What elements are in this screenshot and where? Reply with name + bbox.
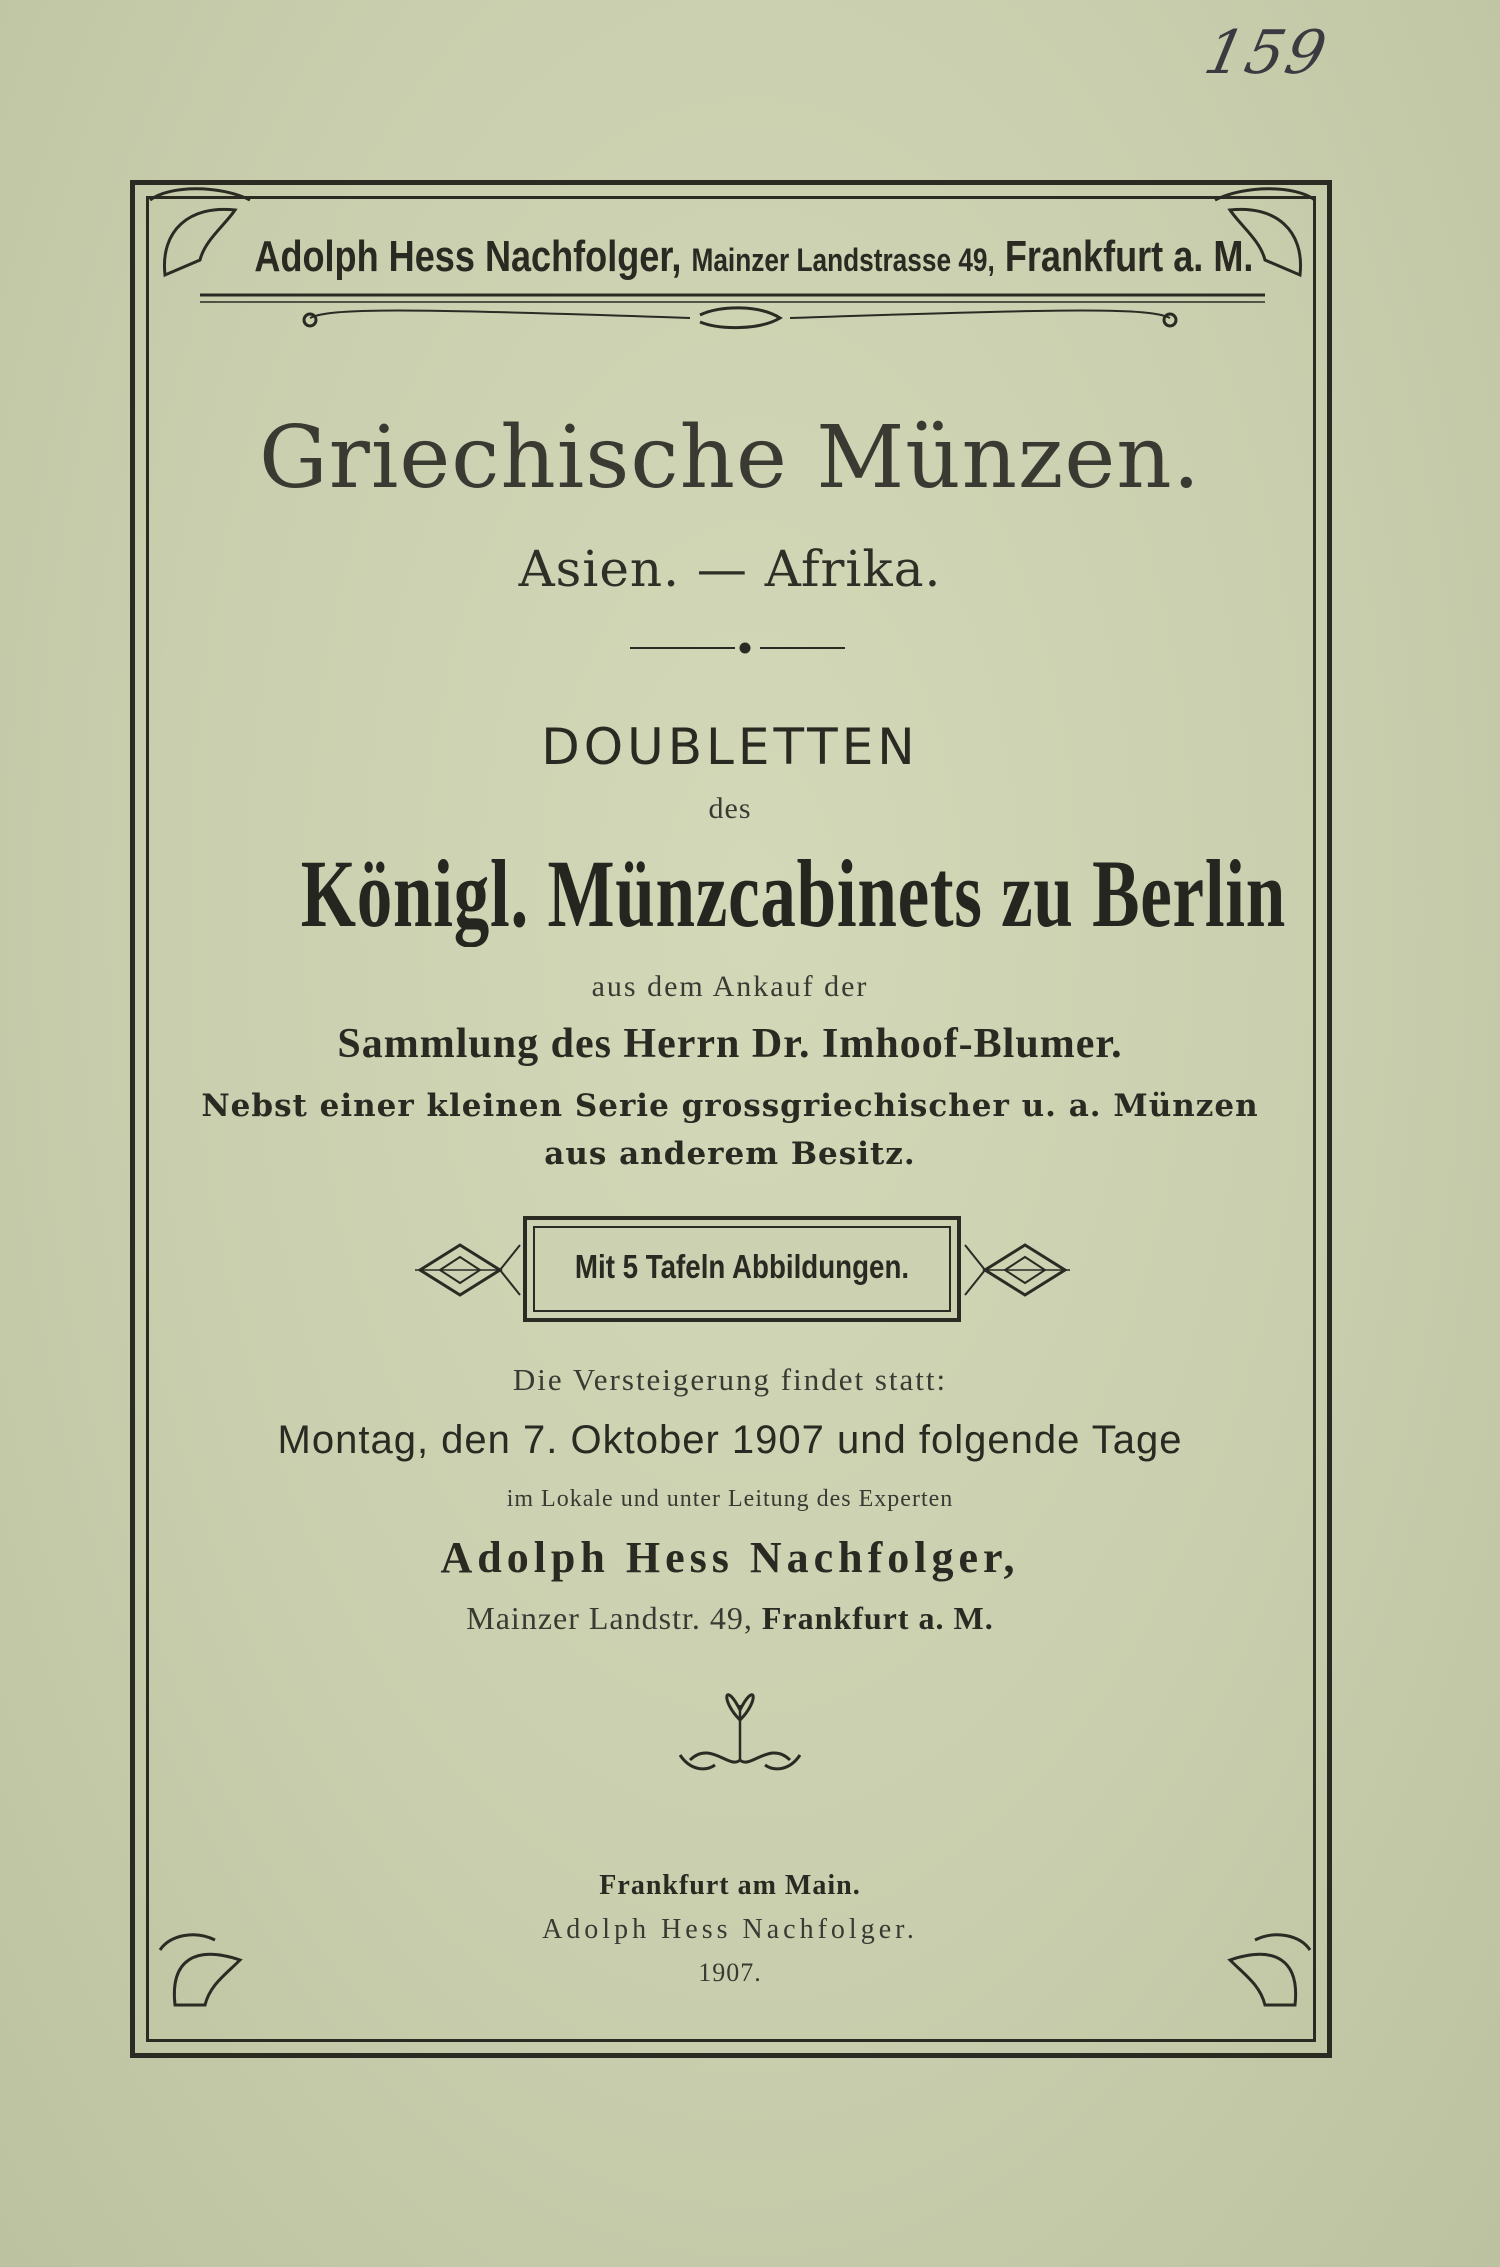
catalogue-title: Griechische Münzen. [259,408,1201,508]
corner-curl-top-right [1215,189,1315,200]
imprint-year: 1907. [698,1958,762,1987]
expert-address: Mainzer Landstr. 49, [466,1600,753,1636]
header-publisher: Adolph Hess Nachfolger, [254,232,682,281]
header-center-scroll [700,308,780,328]
institution-name: Königl. Münzcabinets zu Berlin [300,840,1287,947]
plates-box [523,1216,961,1322]
imprint-publisher: Adolph Hess Nachfolger. [542,1914,918,1945]
header-address: Mainzer Landstrasse 49, [691,242,995,278]
doubletten-heading: DOUBLETTEN [541,718,919,776]
expert-name: Adolph Hess Nachfolger, [440,1533,1020,1582]
ankauf-text: aus dem Ankauf der [591,970,869,1003]
auction-date: Montag, den 7. Oktober 1907 und folgende Tage [277,1418,1183,1462]
catalogue-subtitle: Asien. — Afrika. [518,540,942,598]
handwritten-page-number: 159 [1198,18,1335,88]
expert-address-line [150,1600,1310,1637]
other-ownership-text: aus anderem Besitz. [544,1136,916,1172]
publisher-header [254,232,1254,282]
additional-series-text: Nebst einer kleinen Serie grossgriechischer u. a. Münzen [201,1088,1259,1124]
auction-intro: Die Versteigerung findet statt: [512,1362,948,1397]
collection-name: Sammlung des Herrn Dr. Imhoof-Blumer. [337,1021,1123,1067]
expert-city: Frankfurt a. M. [761,1600,994,1636]
imprint-city: Frankfurt am Main. [599,1870,861,1901]
header-city: Frankfurt a. M. [1004,232,1254,281]
auction-place: im Lokale und unter Leitung des Experten [506,1486,954,1512]
des-word: des [708,792,752,825]
corner-curl-top-left [150,189,250,200]
corner-ornament-top-left [164,209,235,275]
plates-text: Mit 5 Tafeln Abbildungen. [574,1248,910,1285]
